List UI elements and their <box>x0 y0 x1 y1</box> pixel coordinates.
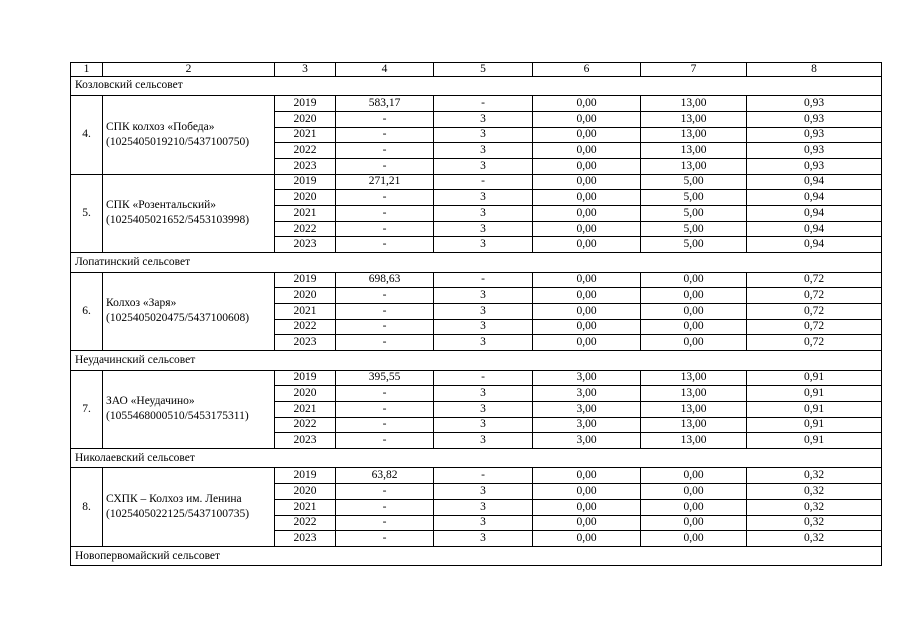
table-cell: 3,00 <box>533 386 641 402</box>
org-name: ЗАО «Неудачино» (1055468000510/5453175311) <box>103 370 275 448</box>
table-cell: 2020 <box>275 111 336 127</box>
table-cell: 2023 <box>275 531 336 547</box>
org-number: 7. <box>71 370 103 448</box>
table-cell: 0,94 <box>747 237 882 253</box>
table-cell: 3 <box>434 190 533 206</box>
table-cell: 2020 <box>275 190 336 206</box>
table-cell: 0,91 <box>747 433 882 449</box>
table-cell: 0,00 <box>533 237 641 253</box>
table-cell: 0,94 <box>747 206 882 222</box>
table-cell: 0,00 <box>533 158 641 174</box>
table-cell: 0,00 <box>641 484 747 500</box>
table-cell: - <box>336 433 434 449</box>
table-cell: 3 <box>434 158 533 174</box>
table-cell: 0,93 <box>747 158 882 174</box>
table-cell: 0,00 <box>641 272 747 288</box>
table-cell: - <box>434 174 533 190</box>
section-row <box>71 448 882 468</box>
table-cell: 3 <box>434 206 533 222</box>
section-row <box>71 546 882 566</box>
table-cell: 3 <box>434 386 533 402</box>
table-cell: 2022 <box>275 143 336 159</box>
table-cell: 3 <box>434 288 533 304</box>
org-name: Колхоз «Заря» (1025405020475/5437100608) <box>103 272 275 350</box>
table-cell: 2021 <box>275 206 336 222</box>
table-cell: 3 <box>434 499 533 515</box>
table-cell: 2023 <box>275 158 336 174</box>
table-cell: 271,21 <box>336 174 434 190</box>
table-cell: 0,00 <box>533 127 641 143</box>
org-name: СПК «Розентальский» (1025405021652/5453103998) <box>103 174 275 252</box>
table-cell: - <box>336 158 434 174</box>
table-cell: - <box>336 401 434 417</box>
table-cell: 0,00 <box>533 190 641 206</box>
table-cell: 2021 <box>275 127 336 143</box>
table-cell: - <box>336 386 434 402</box>
table-cell: 3,00 <box>533 433 641 449</box>
table-cell: 2023 <box>275 335 336 351</box>
table-row <box>71 272 882 288</box>
table-cell: 0,00 <box>641 499 747 515</box>
table-cell: 2020 <box>275 484 336 500</box>
org-number: 4. <box>71 96 103 174</box>
table-cell: 3 <box>434 531 533 547</box>
table-cell: 3 <box>434 127 533 143</box>
table-cell: 0,93 <box>747 127 882 143</box>
header-cell: 8 <box>747 63 882 77</box>
table-cell: 3 <box>434 303 533 319</box>
table-cell: 0,72 <box>747 272 882 288</box>
table-cell: 0,94 <box>747 174 882 190</box>
section-title: Лопатинский сельсовет <box>71 253 882 273</box>
table-cell: - <box>434 96 533 112</box>
section-title: Козловский сельсовет <box>71 76 882 96</box>
table-cell: - <box>336 499 434 515</box>
table-cell: 0,91 <box>747 417 882 433</box>
header-row <box>71 63 882 77</box>
table-cell: 13,00 <box>641 401 747 417</box>
table-cell: 0,32 <box>747 515 882 531</box>
table-cell: 3 <box>434 433 533 449</box>
table-cell: 2020 <box>275 288 336 304</box>
table-cell: - <box>336 206 434 222</box>
table-cell: 3 <box>434 111 533 127</box>
table-cell: - <box>336 237 434 253</box>
table-cell: 0,91 <box>747 401 882 417</box>
table-cell: 2022 <box>275 221 336 237</box>
table-cell: 0,00 <box>533 174 641 190</box>
table-cell: - <box>336 221 434 237</box>
table-cell: 0,00 <box>533 468 641 484</box>
section-row <box>71 253 882 273</box>
table-cell: 0,32 <box>747 499 882 515</box>
table-body <box>71 63 882 566</box>
section-row <box>71 351 882 371</box>
table-cell: 3 <box>434 484 533 500</box>
table-cell: 0,00 <box>641 515 747 531</box>
table-row <box>71 174 882 190</box>
table-cell: 5,00 <box>641 221 747 237</box>
table-cell: 5,00 <box>641 190 747 206</box>
table-cell: 2019 <box>275 370 336 386</box>
org-name: СХПК – Колхоз им. Ленина (1025405022125/5437100735) <box>103 468 275 546</box>
table-cell: 0,93 <box>747 96 882 112</box>
table-cell: 0,00 <box>641 531 747 547</box>
table-cell: - <box>336 319 434 335</box>
table-row <box>71 468 882 484</box>
table-cell: 0,00 <box>641 335 747 351</box>
table-cell: 2019 <box>275 272 336 288</box>
table-cell: 0,00 <box>533 319 641 335</box>
data-table <box>70 62 882 566</box>
table-cell: 2021 <box>275 303 336 319</box>
table-cell: 5,00 <box>641 174 747 190</box>
table-cell: 0,00 <box>533 288 641 304</box>
table-cell: 0,00 <box>641 303 747 319</box>
table-cell: 2021 <box>275 401 336 417</box>
table-cell: 0,00 <box>533 303 641 319</box>
table-cell: 0,00 <box>533 221 641 237</box>
table-cell: 2023 <box>275 433 336 449</box>
table-cell: - <box>336 190 434 206</box>
table-cell: 3 <box>434 143 533 159</box>
table-cell: - <box>336 111 434 127</box>
header-cell: 4 <box>336 63 434 77</box>
header-cell: 1 <box>71 63 103 77</box>
table-cell: - <box>336 484 434 500</box>
table-cell: 0,93 <box>747 111 882 127</box>
table-cell: 0,00 <box>533 515 641 531</box>
table-cell: 583,17 <box>336 96 434 112</box>
table-cell: 13,00 <box>641 158 747 174</box>
table-cell: 13,00 <box>641 111 747 127</box>
table-cell: 0,00 <box>533 96 641 112</box>
table-cell: 3 <box>434 319 533 335</box>
table-cell: 0,00 <box>533 499 641 515</box>
table-cell: 395,55 <box>336 370 434 386</box>
table-cell: 0,91 <box>747 386 882 402</box>
table-cell: 13,00 <box>641 433 747 449</box>
table-cell: - <box>336 335 434 351</box>
org-number: 6. <box>71 272 103 350</box>
table-cell: 3 <box>434 237 533 253</box>
table-cell: 0,32 <box>747 531 882 547</box>
header-cell: 7 <box>641 63 747 77</box>
table-cell: 2022 <box>275 417 336 433</box>
table-cell: 2022 <box>275 319 336 335</box>
table-cell: 3 <box>434 335 533 351</box>
table-cell: 13,00 <box>641 417 747 433</box>
header-cell: 2 <box>103 63 275 77</box>
table-cell: 0,00 <box>641 319 747 335</box>
table-cell: 0,94 <box>747 190 882 206</box>
table-cell: 2023 <box>275 237 336 253</box>
org-number: 5. <box>71 174 103 252</box>
table-cell: 0,00 <box>533 531 641 547</box>
table-cell: - <box>336 143 434 159</box>
table-cell: - <box>434 272 533 288</box>
table-cell: 3,00 <box>533 417 641 433</box>
section-title: Николаевский сельсовет <box>71 448 882 468</box>
org-number: 8. <box>71 468 103 546</box>
table-cell: 0,72 <box>747 319 882 335</box>
table-cell: 2022 <box>275 515 336 531</box>
table-cell: 0,72 <box>747 303 882 319</box>
table-cell: 13,00 <box>641 127 747 143</box>
table-cell: 2019 <box>275 96 336 112</box>
table-cell: - <box>434 370 533 386</box>
table-cell: 698,63 <box>336 272 434 288</box>
table-cell: 2019 <box>275 174 336 190</box>
table-cell: 0,91 <box>747 370 882 386</box>
table-row <box>71 370 882 386</box>
table-cell: 13,00 <box>641 96 747 112</box>
table-cell: 3,00 <box>533 401 641 417</box>
table-cell: 2019 <box>275 468 336 484</box>
table-cell: 0,00 <box>533 111 641 127</box>
table-cell: - <box>336 288 434 304</box>
table-cell: 3 <box>434 515 533 531</box>
header-cell: 5 <box>434 63 533 77</box>
table-cell: - <box>336 417 434 433</box>
table-cell: 3 <box>434 221 533 237</box>
table-cell: 3 <box>434 401 533 417</box>
table-cell: 2021 <box>275 499 336 515</box>
table-cell: 0,00 <box>533 143 641 159</box>
table-cell: - <box>336 303 434 319</box>
table-cell: - <box>434 468 533 484</box>
header-cell: 3 <box>275 63 336 77</box>
table-cell: - <box>336 531 434 547</box>
table-cell: 13,00 <box>641 143 747 159</box>
table-cell: 13,00 <box>641 386 747 402</box>
table-cell: 63,82 <box>336 468 434 484</box>
table-cell: 0,72 <box>747 288 882 304</box>
table-cell: 5,00 <box>641 237 747 253</box>
table-row <box>71 96 882 112</box>
table-cell: 0,00 <box>641 288 747 304</box>
table-cell: 0,32 <box>747 468 882 484</box>
table-cell: 0,00 <box>533 206 641 222</box>
section-title: Новопервомайский сельсовет <box>71 546 882 566</box>
table-cell: 3,00 <box>533 370 641 386</box>
table-cell: 13,00 <box>641 370 747 386</box>
table-cell: 0,00 <box>641 468 747 484</box>
table-cell: 3 <box>434 417 533 433</box>
org-name: СПК колхоз «Победа» (1025405019210/5437100750) <box>103 96 275 174</box>
table-cell: 0,00 <box>533 335 641 351</box>
table-cell: 2020 <box>275 386 336 402</box>
section-title: Неудачинский сельсовет <box>71 351 882 371</box>
table-cell: 0,72 <box>747 335 882 351</box>
table-cell: 0,32 <box>747 484 882 500</box>
section-row <box>71 76 882 96</box>
table-cell: 0,93 <box>747 143 882 159</box>
table-cell: 5,00 <box>641 206 747 222</box>
table-cell: 0,00 <box>533 272 641 288</box>
table-cell: - <box>336 515 434 531</box>
table-cell: 0,00 <box>533 484 641 500</box>
header-cell: 6 <box>533 63 641 77</box>
table-cell: - <box>336 127 434 143</box>
table-cell: 0,94 <box>747 221 882 237</box>
